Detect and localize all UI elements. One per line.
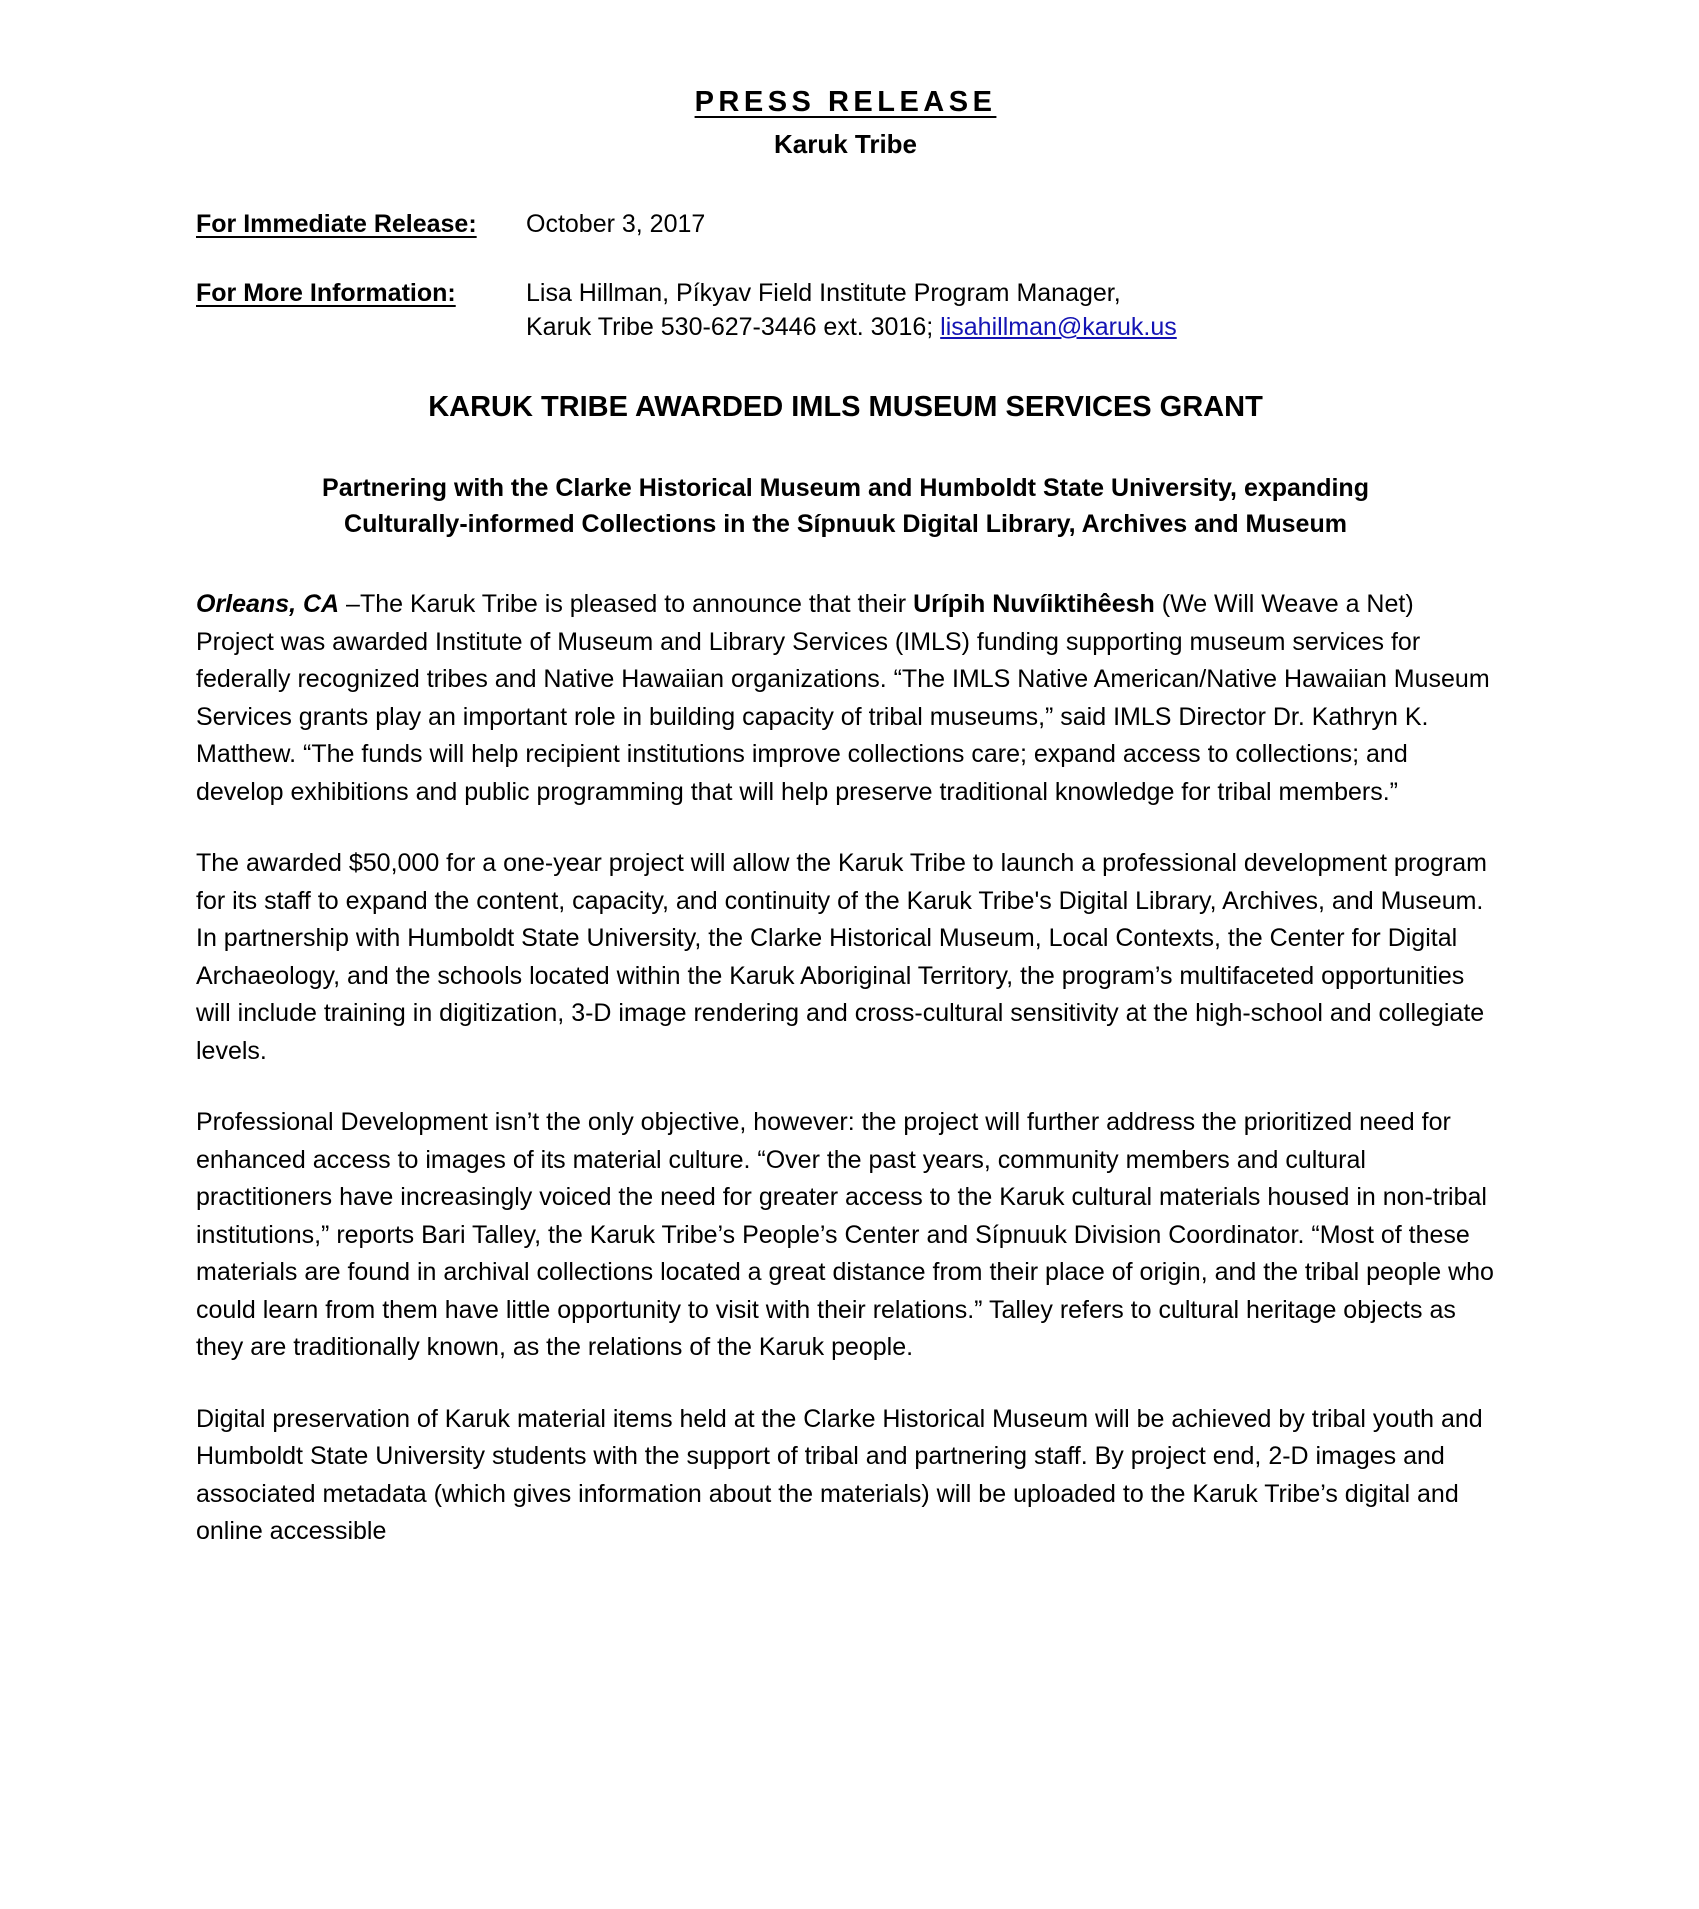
paragraph-2: The awarded $50,000 for a one-year project will allow the Karuk Tribe to launch a professional development program for its staff to expand the content, capacity, and continuity of the Karuk Tribe's Digital Library, Archives, and Museum. In partnership with Humboldt State University, the Clarke Historical Museum, Local Contexts, the Center for Digital Archaeology, and the schools located within the Karuk Aboriginal Territory, the program’s multifaceted opportunities will include training in digitization, 3-D image rendering and cross-cultural sensitivity at the high-school and collegiate levels. — [196, 849, 1488, 1065]
immediate-release-label: For Immediate Release: — [196, 209, 477, 238]
contact-phone-line — [526, 311, 1495, 345]
contact-details — [526, 277, 1495, 345]
paragraph-1-text-b: (We Will Weave a Net) Project was awarded Institute of Museum and Library Services (IMLS) funding supporting museum services for federally recognized tribes and Native Hawaiian organizations. “The IMLS Native American/Native Hawaiian Museum Services grants play an important role in building capacity of tribal museums,” said IMLS Director Dr. Kathryn K. Matthew. “The funds will help recipient institutions improve collections care; expand access to collections; and develop exhibitions and public programming that will help preserve traditional knowledge for tribal members.” — [196, 590, 1490, 806]
release-date-value: October 3, 2017 — [526, 209, 706, 238]
contact-email-link[interactable]: lisahillman@karuk.us — [940, 313, 1177, 342]
release-date-row — [196, 208, 1495, 242]
more-information-label: For More Information: — [196, 279, 456, 308]
document-content — [196, 0, 1495, 1585]
paragraph-1 — [196, 586, 1495, 811]
organization-name: Karuk Tribe — [773, 129, 918, 160]
more-information-row — [196, 277, 1495, 345]
subtitle-line-1: Partnering with the Clarke Historical Museum and Humboldt State University, expanding — [322, 474, 1369, 503]
contact-name-line: Lisa Hillman, Píkyav Field Institute Program Manager, — [526, 279, 1121, 308]
subtitle-line-2: Culturally-informed Collections in the Sípnuuk Digital Library, Archives and Museum — [344, 509, 1347, 538]
press-release-heading: PRESS RELEASE — [694, 86, 997, 118]
paragraph-3: Professional Development isn’t the only objective, however: the project will further address the prioritized need for enhanced access to images of its material culture. “Over the past years, community members and cultural practitioners have increasingly voiced the need for greater access to the Karuk cultural materials housed in non-tribal institutions,” reports Bari Talley, the Karuk Tribe’s People’s Center and Sípnuuk Division Coordinator. “Most of these materials are found in archival collections located a great distance from their place of origin, and the tribal people who could learn from them have little opportunity to visit with their relations.” Talley refers to cultural heritage objects as they are traditionally known, as the relations of the Karuk people. — [196, 1108, 1494, 1362]
dateline: Orleans, CA — [196, 590, 340, 619]
paragraph-4: Digital preservation of Karuk material items held at the Clarke Historical Museum will be achieved by tribal youth and Humboldt State University students with the support of tribal and partnering staff. By project end, 2-D images and associated metadata (which gives information about the materials) will be uploaded to the Karuk Tribe’s digital and online accessible — [196, 1404, 1483, 1546]
contact-block — [196, 208, 1495, 345]
press-release-subtitle — [196, 471, 1495, 542]
body-copy — [196, 586, 1495, 1551]
paragraph-1-text-a: –The Karuk Tribe is pleased to announce that their — [339, 590, 914, 619]
contact-phone-text: Karuk Tribe 530-627-3446 ext. 3016; — [526, 313, 941, 342]
project-name-bold: Urípih Nuvíiktihêesh — [913, 590, 1155, 619]
document-header — [196, 86, 1495, 161]
press-release-headline: KARUK TRIBE AWARDED IMLS MUSEUM SERVICES GRANT — [428, 390, 1263, 423]
